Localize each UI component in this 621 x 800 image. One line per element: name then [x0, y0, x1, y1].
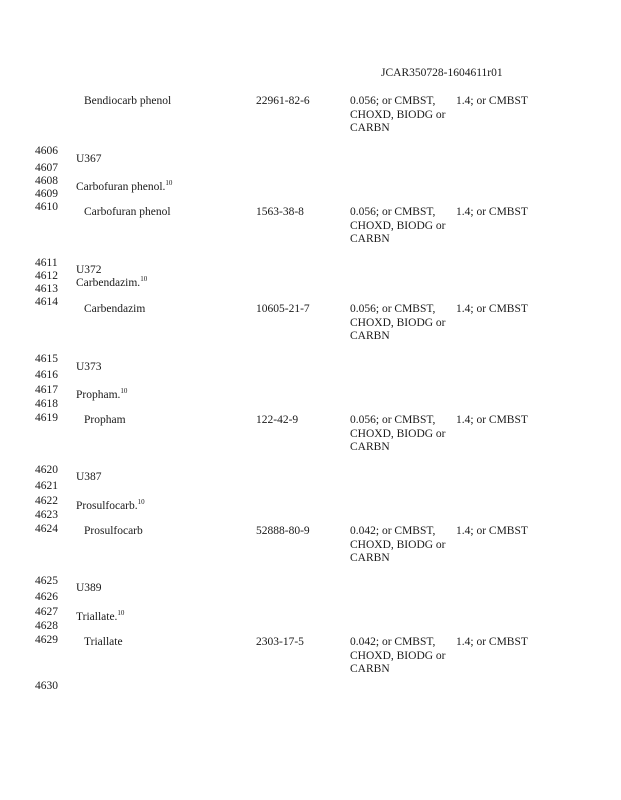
- footnote-ref: 10: [165, 179, 173, 188]
- constituent-name: Bendiocarb phenol: [84, 95, 172, 107]
- footnote-ref: 10: [140, 275, 148, 284]
- wastewater-standard: 0.056; or CMBST, CHOXD, BIODG or CARBN: [350, 303, 446, 342]
- line-number: 4620: [35, 464, 58, 476]
- line-number: 4619: [35, 412, 58, 424]
- waste-code: U373: [76, 361, 102, 373]
- heading-name: Carbofuran phenol.: [76, 181, 166, 193]
- waste-code: U372: [76, 264, 102, 276]
- line-number: 4621: [35, 480, 58, 492]
- constituent-name: Triallate: [84, 636, 123, 648]
- line-number: 4610: [35, 201, 58, 213]
- nonwastewater-standard: 1.4; or CMBST: [456, 95, 528, 107]
- line-number: 4606: [35, 145, 58, 157]
- line-number: 4614: [35, 296, 58, 308]
- nonwastewater-standard: 1.4; or CMBST: [456, 525, 528, 537]
- line-number: 4630: [35, 680, 58, 692]
- line-number: 4608: [35, 175, 58, 187]
- constituent-heading: [76, 277, 147, 291]
- footnote-ref: 10: [137, 498, 145, 507]
- line-number: 4629: [35, 634, 58, 646]
- heading-name: Triallate.: [76, 611, 118, 623]
- line-number: 4613: [35, 283, 58, 295]
- waste-code: U389: [76, 582, 102, 594]
- line-number: 4623: [35, 509, 58, 521]
- footnote-ref: 10: [117, 609, 125, 618]
- document-id: JCAR350728-1604611r01: [381, 67, 503, 79]
- line-number: 4622: [35, 495, 58, 507]
- cas-number: 52888-80-9: [256, 525, 310, 537]
- constituent-heading: [76, 500, 145, 514]
- cas-number: 2303-17-5: [256, 636, 304, 648]
- heading-name: Carbendazim.: [76, 277, 141, 289]
- nonwastewater-standard: 1.4; or CMBST: [456, 636, 528, 648]
- line-number: 4607: [35, 162, 58, 174]
- constituent-heading: [76, 611, 124, 625]
- constituent-name: Carbofuran phenol: [84, 206, 171, 218]
- cas-number: 22961-82-6: [256, 95, 310, 107]
- constituent-name: Propham: [84, 414, 126, 426]
- waste-code: U367: [76, 153, 102, 165]
- line-number: 4609: [35, 188, 58, 200]
- wastewater-standard: 0.056; or CMBST, CHOXD, BIODG or CARBN: [350, 206, 446, 245]
- nonwastewater-standard: 1.4; or CMBST: [456, 206, 528, 218]
- line-number: 4624: [35, 523, 58, 535]
- constituent-name: Prosulfocarb: [84, 525, 143, 537]
- line-number: 4611: [35, 257, 58, 269]
- wastewater-standard: 0.042; or CMBST, CHOXD, BIODG or CARBN: [350, 525, 446, 564]
- line-number: 4626: [35, 591, 58, 603]
- line-number: 4625: [35, 575, 58, 587]
- line-number: 4628: [35, 620, 58, 632]
- wastewater-standard: 0.056; or CMBST, CHOXD, BIODG or CARBN: [350, 414, 446, 453]
- nonwastewater-standard: 1.4; or CMBST: [456, 414, 528, 426]
- heading-name: Propham.: [76, 389, 121, 401]
- constituent-heading: [76, 389, 127, 403]
- line-number: 4612: [35, 270, 58, 282]
- wastewater-standard: 0.042; or CMBST, CHOXD, BIODG or CARBN: [350, 636, 446, 675]
- nonwastewater-standard: 1.4; or CMBST: [456, 303, 528, 315]
- constituent-name: Carbendazim: [84, 303, 146, 315]
- line-number: 4618: [35, 398, 58, 410]
- line-number: 4627: [35, 606, 58, 618]
- constituent-heading: [76, 181, 172, 195]
- line-number: 4617: [35, 384, 58, 396]
- waste-code: U387: [76, 471, 102, 483]
- line-number: 4616: [35, 369, 58, 381]
- wastewater-standard: 0.056; or CMBST, CHOXD, BIODG or CARBN: [350, 95, 446, 134]
- heading-name: Prosulfocarb.: [76, 500, 138, 512]
- line-number: 4615: [35, 353, 58, 365]
- footnote-ref: 10: [120, 387, 128, 396]
- cas-number: 10605-21-7: [256, 303, 310, 315]
- cas-number: 1563-38-8: [256, 206, 304, 218]
- cas-number: 122-42-9: [256, 414, 299, 426]
